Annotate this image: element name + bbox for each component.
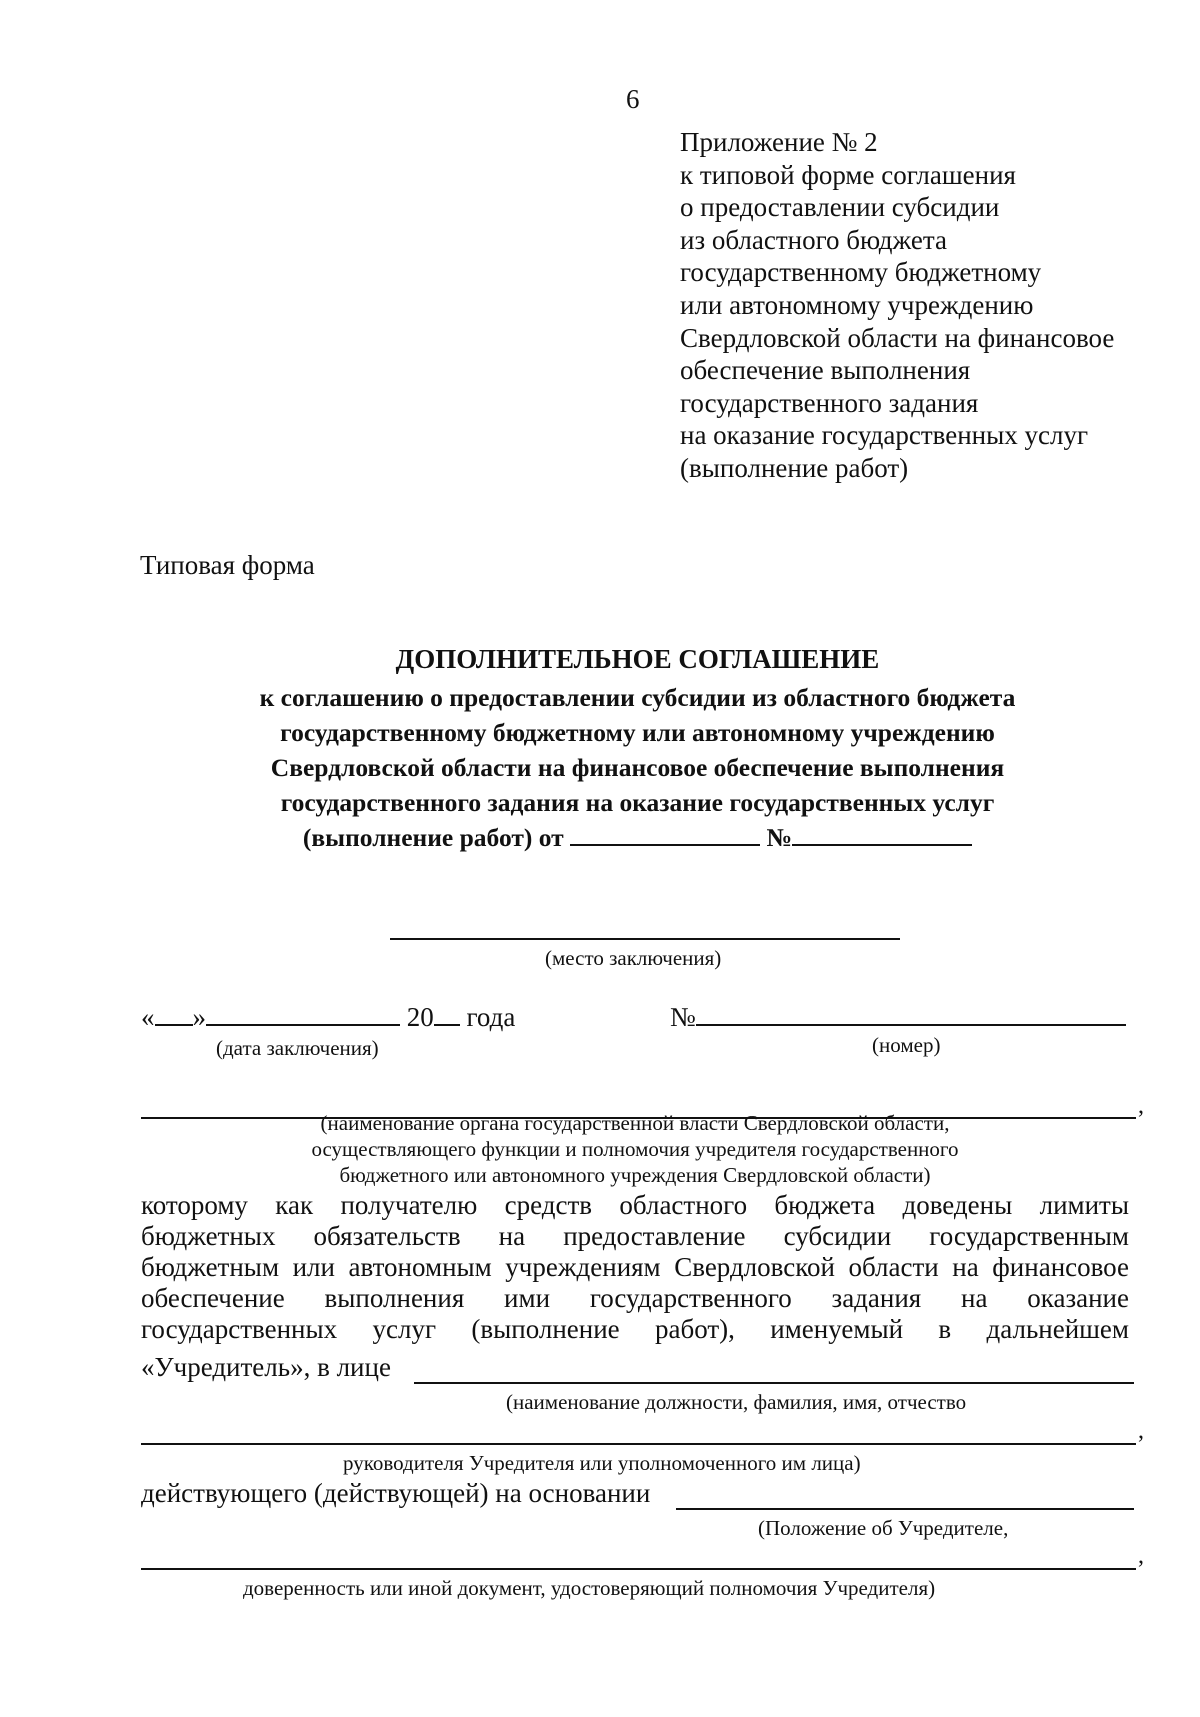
basis-comma: , — [1138, 1543, 1144, 1569]
basis-field-2[interactable] — [141, 1568, 1136, 1570]
organ-caption-line: осуществляющего функции и полномочия учредителя государственного — [311, 1137, 959, 1161]
subtitle-line: государственного задания на оказание государственных услуг — [280, 788, 995, 817]
appendix-line: к типовой форме соглашения — [680, 159, 1016, 190]
basis-field[interactable] — [676, 1508, 1134, 1510]
founder-person-field[interactable] — [414, 1382, 1134, 1384]
organ-caption — [140, 1110, 1130, 1188]
year-prefix: 20 — [406, 1002, 434, 1032]
day-field[interactable] — [155, 1000, 193, 1026]
founder-prefix: «Учредитель», в лице — [141, 1352, 391, 1382]
body-line: бюджетных обязательств на предоставление субсидии государственным — [141, 1221, 1129, 1251]
appendix-line: обеспечение выполнения — [680, 355, 971, 386]
place-caption: (место заключения) — [545, 946, 722, 970]
year-field[interactable] — [434, 1000, 460, 1026]
appendix-line: (выполнение работ) — [680, 452, 909, 483]
subtitle-line: Свердловской области на финансовое обеспечение выполнения — [270, 753, 1005, 782]
form-type-label: Типовая форма — [140, 550, 315, 580]
subtitle-last-prefix: (выполнение работ) от — [302, 823, 564, 852]
number-row — [670, 1000, 1126, 1033]
agreement-number-field[interactable] — [792, 820, 972, 846]
position-caption: (наименование должности, фамилия, имя, отчество — [506, 1390, 967, 1414]
place-field[interactable] — [390, 938, 900, 940]
number-caption: (номер) — [872, 1033, 941, 1057]
agreement-no-sign: № — [766, 823, 793, 852]
appendix-line: из областного бюджета — [680, 224, 947, 255]
subtitle-last-line — [0, 820, 1200, 855]
appendix-line: о предоставлении субсидии — [680, 192, 1000, 223]
appendix-line: государственного задания — [680, 387, 979, 418]
body-line: государственных услуг (выполнение работ), именуемый в дальнейшем — [141, 1314, 1129, 1344]
acting-prefix: действующего (действующей) на основании — [141, 1478, 651, 1508]
agreement-date-field[interactable] — [570, 820, 760, 846]
appendix-line: на оказание государственных услуг — [680, 420, 1089, 451]
date-row — [141, 1000, 515, 1033]
body-line: которому как получателю средств областного бюджета доведены лимиты — [141, 1190, 1129, 1220]
close-quote: » — [192, 1002, 206, 1032]
document-title: ДОПОЛНИТЕЛЬНОЕ СОГЛАШЕНИЕ — [395, 644, 880, 674]
appendix-line: или автономному учреждению — [680, 289, 1034, 320]
month-field[interactable] — [206, 1000, 400, 1026]
organ-caption-line: бюджетного или автономного учреждения Свердловской области) — [339, 1163, 931, 1187]
appendix-line: Свердловской области на финансовое — [680, 322, 1115, 353]
appendix-block — [680, 126, 1114, 485]
founder-person-field-2[interactable] — [141, 1443, 1136, 1445]
appendix-line: Приложение № 2 — [680, 127, 878, 157]
body-paragraph — [141, 1190, 1129, 1345]
number-field[interactable] — [696, 1000, 1126, 1026]
body-line: обеспечение выполнения ими государственного задания на оказание — [141, 1283, 1129, 1313]
document-subtitle — [0, 680, 1200, 855]
page-number: 6 — [626, 84, 640, 114]
number-sign: № — [670, 1002, 696, 1032]
date-caption: (дата заключения) — [216, 1036, 379, 1060]
appendix-line: государственному бюджетному — [680, 257, 1042, 288]
subtitle-line: к соглашению о предоставлении субсидии из областного бюджета — [259, 683, 1016, 712]
head-caption: руководителя Учредителя или уполномоченного им лица) — [343, 1451, 861, 1475]
year-suffix: года — [466, 1002, 516, 1032]
doc-caption: доверенность или иной документ, удостоверяющий полномочия Учредителя) — [243, 1576, 936, 1600]
basis-caption: (Положение об Учредителе, — [758, 1516, 1009, 1540]
subtitle-line: государственному бюджетному или автономному учреждению — [280, 718, 995, 747]
body-line: бюджетным или автономным учреждениям Свердловской области на финансовое — [141, 1252, 1129, 1282]
person-comma: , — [1138, 1418, 1144, 1444]
organ-caption-line: (наименование органа государственной власти Свердловской области, — [320, 1111, 950, 1135]
open-quote: « — [141, 1002, 155, 1032]
organ-comma: , — [1138, 1093, 1144, 1119]
